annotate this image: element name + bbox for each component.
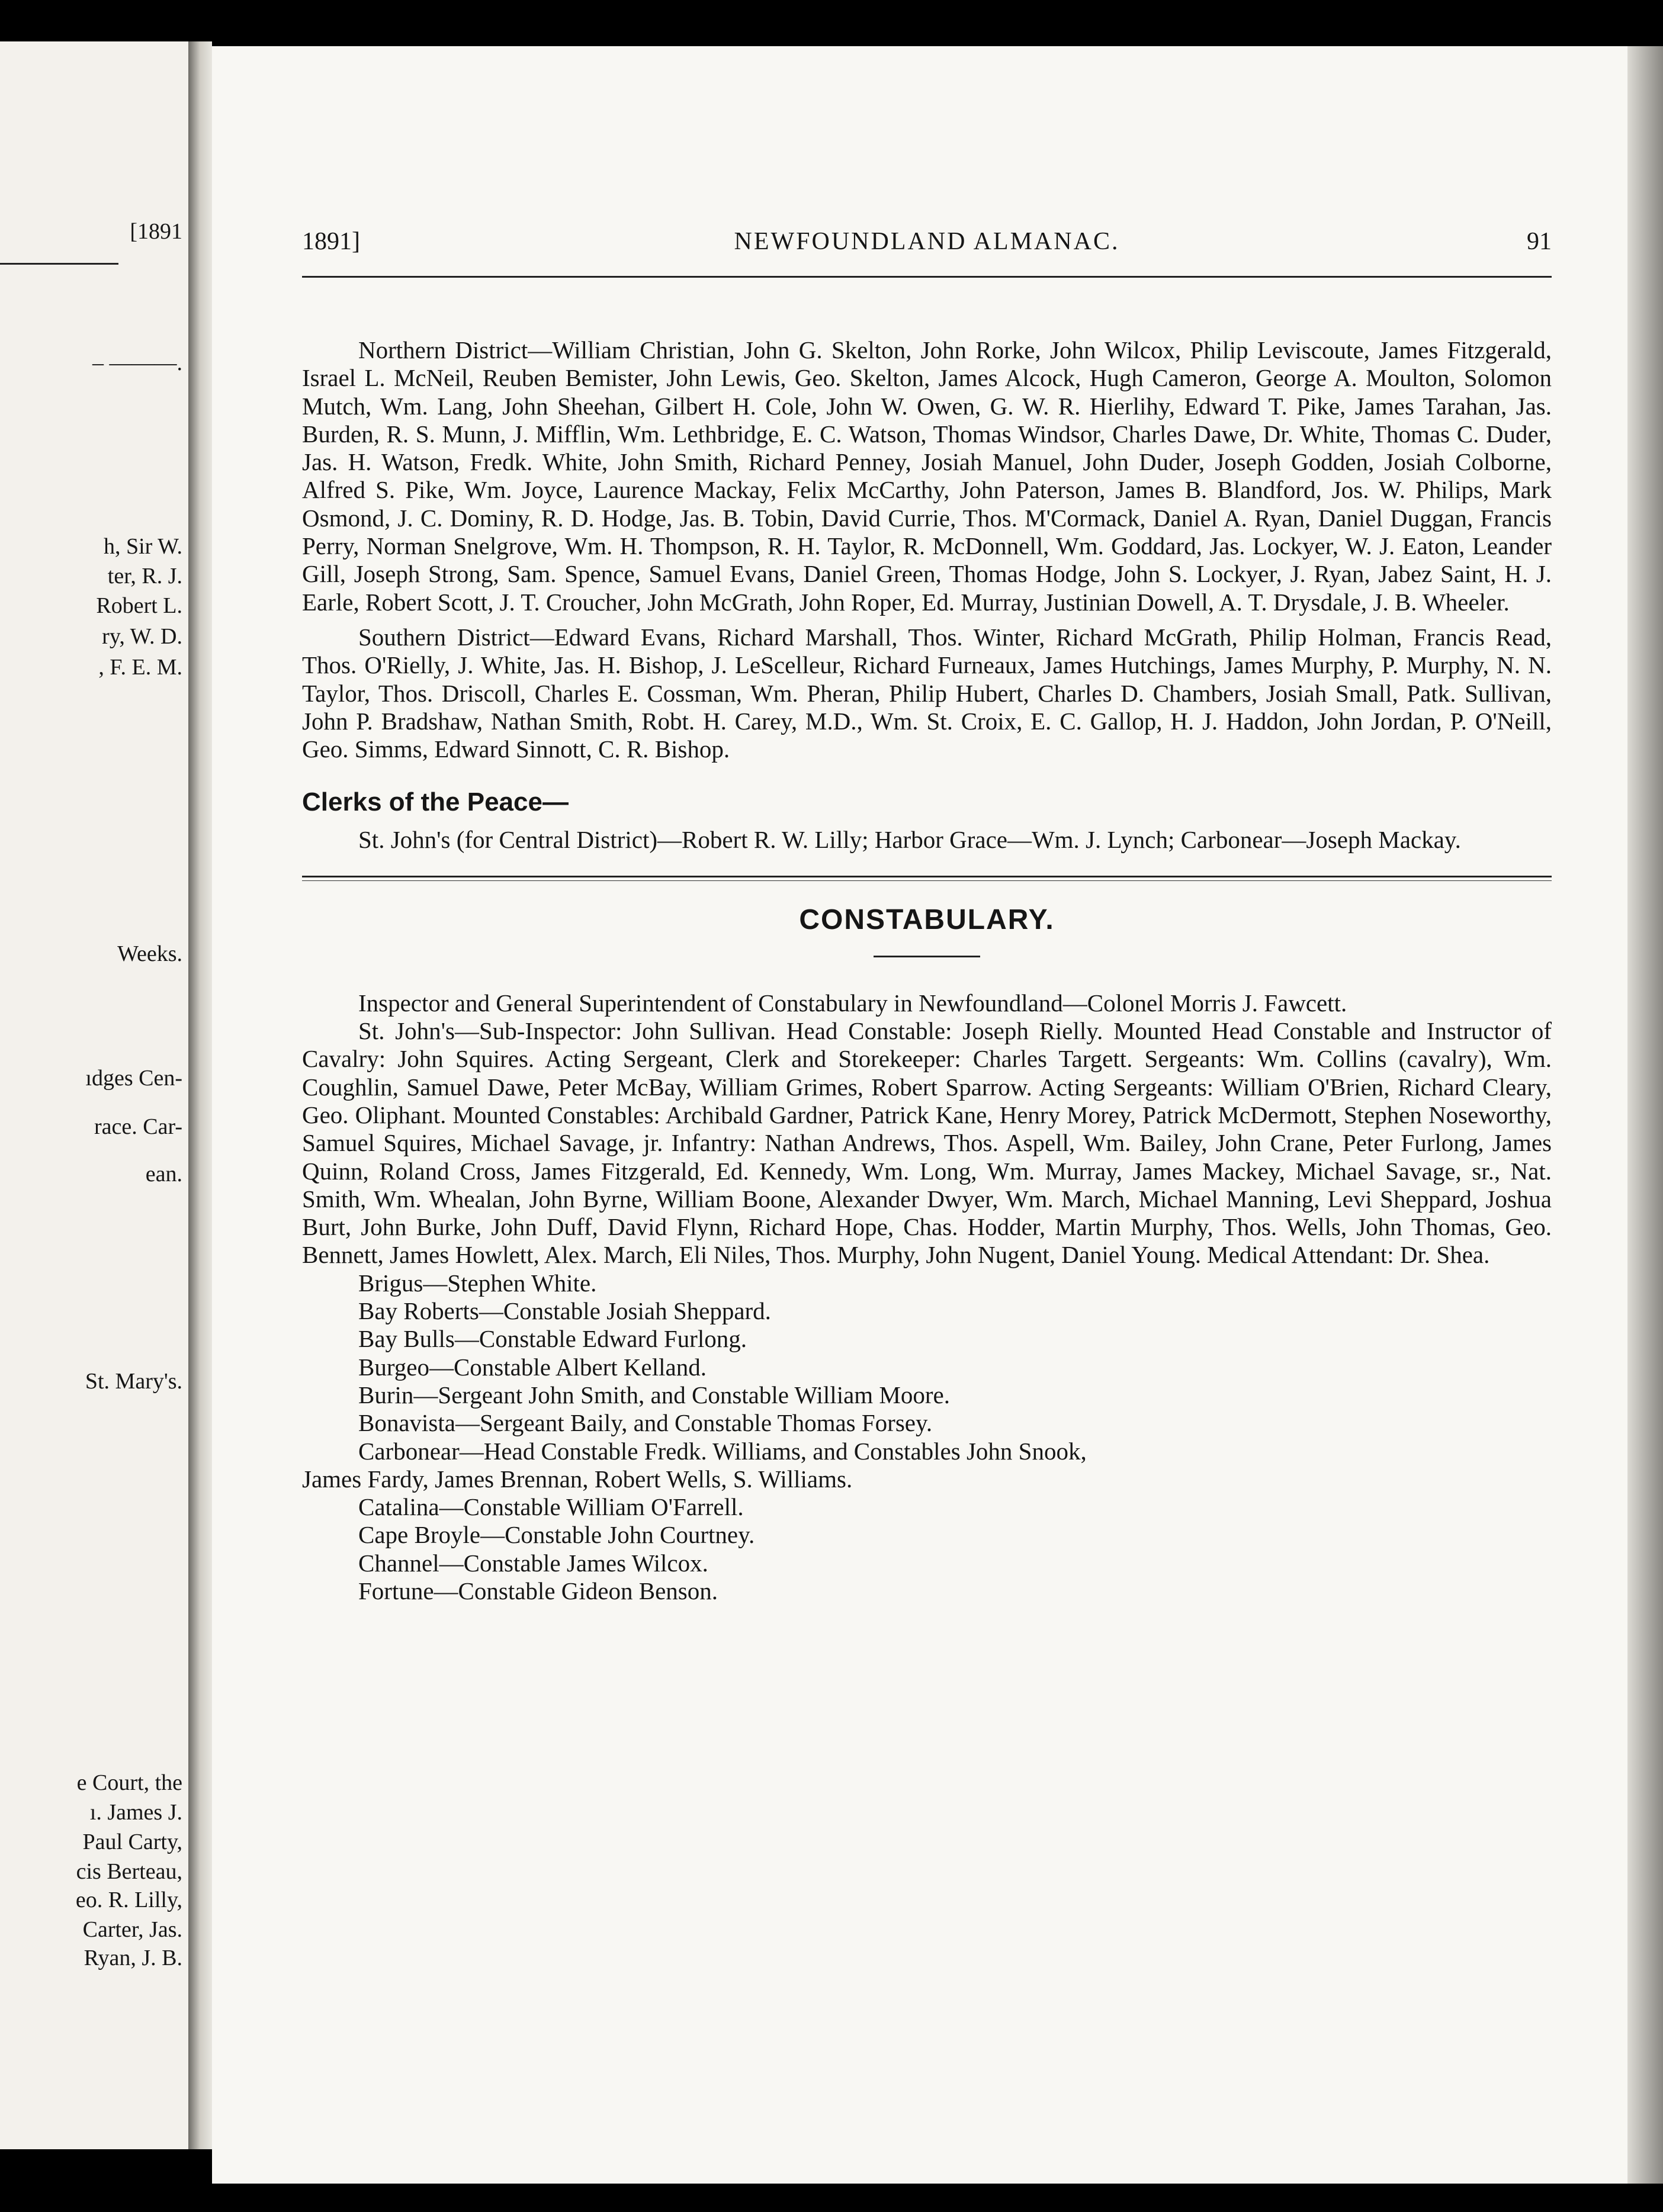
left-page-line: eo. R. Lilly, bbox=[75, 1888, 182, 1912]
station-entry: Bonavista—Sergeant Baily, and Constable Thomas Forsey. bbox=[358, 1409, 933, 1437]
station-entry: Burin—Sergeant John Smith, and Constable William Moore. bbox=[358, 1381, 950, 1409]
left-page-line: cis Berteau, bbox=[76, 1859, 182, 1884]
inspector-paragraph: Inspector and General Superintendent of Constabulary in Newfoundland—Colonel Morris J. Fawcett. bbox=[358, 989, 1347, 1017]
station-entry-carbonear-continued: James Fardy, James Brennan, Robert Wells, S. Williams. bbox=[302, 1465, 853, 1493]
constabulary-heading: CONSTABULARY. bbox=[799, 904, 1055, 935]
left-page-line: ter, R. J. bbox=[107, 564, 182, 589]
header-rule bbox=[302, 276, 1552, 278]
header-year: 1891] bbox=[302, 228, 360, 255]
station-entry: Bay Bulls—Constable Edward Furlong. bbox=[358, 1325, 747, 1353]
left-page-line: ean. bbox=[145, 1162, 182, 1187]
page-edge-shadow bbox=[1627, 46, 1663, 2184]
northern-district-paragraph: Northern District—William Christian, John G. Skelton, John Rorke, John Wilcox, Philip Leviscoute, James Fitzgerald, Israel L. McNeil, Reuben Bemister, John Lewis, Geo. Skelton, James Alcock, Hugh Cameron, George A. Moulton, Solomon Mutch, Wm. Lang, John Sheehan, Gilbert H. Cole, John W. Owen, G. W. R. Hierlihy, Edward T. Pike, James Tarahan, Jas. Burden, R. S. Munn, J. Mifflin, Wm. Lethbridge, E. C. Watson, Thomas Windsor, Charles Dawe, Dr. White, Thomas C. Duder, Jas. H. Watson, Fredk. White, John Smith, Richard Penney, Josiah Manuel, John Duder, Joseph Godden, Josiah Colborne, Alfred S. Pike, Wm. Joyce, Laurence Mackay, Felix McCarthy, John Paterson, James B. Blandford, Jos. W. Philips, Mark Osmond, J. C. Dominy, R. D. Hodge, Jas. B. Tobin, David Currie, Thos. M'Cormack, Daniel A. Ryan, Daniel Duggan, Francis Perry, Norman Snelgrove, Wm. H. Thompson, R. H. Taylor, R. McDonnell, Wm. Goddard, Jas. Lockyer, W. J. Eaton, Leander Gill, Joseph Strong, Sam. Spence, Samuel Evans, Daniel Green, Thomas Hodge, John S. Lockyer, J. Ryan, Jabez Saint, H. J. Earle, Robert Scott, J. T. Croucher, John McGrath, John Roper, Ed. Murray, Justinian Dowell, A. T. Drysdale, J. B. Wheeler. bbox=[302, 336, 1552, 616]
station-entry: Bay Roberts—Constable Josiah Sheppard. bbox=[358, 1297, 771, 1325]
left-page-line: h, Sir W. bbox=[103, 534, 182, 559]
heading-underline bbox=[874, 956, 980, 957]
header-title: NEWFOUNDLAND ALMANAC. bbox=[734, 228, 1120, 255]
left-page-line: Ryan, J. B. bbox=[84, 1946, 182, 1970]
left-page-line: Carter, Jas. bbox=[82, 1917, 182, 1942]
st-johns-paragraph: St. John's—Sub-Inspector: John Sullivan. Head Constable: Joseph Rielly. Mounted Head Constable and Instructor of Cavalry: John Squires. Acting Sergeant, Clerk and Storekeeper: Charles Targett. Sergeants: Wm. Collins (cavalry), Wm. Coughlin, Samuel Dawe, Peter McBay, William Grimes, Robert Sparrow. Acting Sergeants: William O'Brien, Richard Cleary, Geo. Oliphant. Mounted Constables: Archibald Gardner, Patrick Kane, Henry Morey, Patrick McDermott, Stephen Noseworthy, Samuel Squires, Michael Savage, jr. Infantry: Nathan Andrews, Thos. Aspell, Wm. Bailey, John Crane, Peter Furlong, James Quinn, Roland Cross, James Fitzgerald, Ed. Kennedy, Wm. Long, Wm. Murray, James Mackey, Michael Savage, sr., Nat. Smith, Wm. Whealan, John Byrne, William Boone, Alexander Dwyer, Wm. March, Michael Manning, Levi Sheppard, Joshua Burt, John Burke, John Duff, David Flynn, Richard Hope, Chas. Hodder, Martin Murphy, Thos. Wells, John Thomas, Geo. Bennett, James Howlett, Alex. March, Eli Niles, Thos. Murphy, John Nugent, Daniel Young. Medical Attendant: Dr. Shea. bbox=[302, 1017, 1552, 1269]
station-entry: Fortune—Constable Gideon Benson. bbox=[358, 1577, 718, 1605]
clerks-of-the-peace-paragraph: St. John's (for Central District)—Robert R. W. Lilly; Harbor Grace—Wm. J. Lynch; Carbonear—Joseph Mackay. bbox=[358, 826, 1461, 854]
left-page-year: [1891 bbox=[130, 219, 182, 244]
southern-district-paragraph: Southern District—Edward Evans, Richard Marshall, Thos. Winter, Richard McGrath, Philip Holman, Francis Read, Thos. O'Rielly, J. White, Jas. H. Bishop, J. LeScelleur, Richard Furneaux, James Hutchings, James Murphy, P. Murphy, N. N. Taylor, Thos. Driscoll, Charles E. Cossman, Wm. Pheran, Philip Hubert, Charles D. Chambers, Josiah Small, Patk. Sullivan, John P. Bradshaw, Nathan Smith, Robt. H. Carey, M.D., Wm. St. Croix, E. C. Gallop, H. J. Haddon, John Jordan, P. O'Neill, Geo. Simms, Edward Sinnott, C. R. Bishop. bbox=[302, 623, 1552, 763]
page-content bbox=[302, 336, 1552, 1605]
station-entry: Cape Broyle—Constable John Courtney. bbox=[358, 1521, 755, 1549]
left-page-line: , F. E. M. bbox=[98, 655, 182, 680]
left-page-header-rule bbox=[0, 263, 118, 265]
section-divider bbox=[302, 876, 1552, 881]
left-page-line: Robert L. bbox=[96, 593, 182, 618]
station-entry: Catalina—Constable William O'Farrell. bbox=[358, 1493, 744, 1521]
station-entry: Burgeo—Constable Albert Kelland. bbox=[358, 1353, 707, 1381]
book-gutter bbox=[188, 41, 212, 2149]
left-page-dash: – ———. bbox=[92, 351, 182, 375]
left-page-line: ıdges Cen- bbox=[85, 1066, 182, 1091]
station-entry: Brigus—Stephen White. bbox=[358, 1269, 597, 1297]
running-header bbox=[302, 224, 1552, 265]
left-page-line: Paul Carty, bbox=[82, 1830, 182, 1854]
station-entry: Channel—Constable James Wilcox. bbox=[358, 1549, 708, 1577]
left-page-line: e Court, the bbox=[76, 1770, 182, 1795]
station-entry-carbonear: Carbonear—Head Constable Fredk. Williams, and Constables John Snook, bbox=[358, 1437, 1087, 1465]
right-page bbox=[212, 46, 1627, 2184]
left-page-line: Weeks. bbox=[117, 941, 182, 966]
left-page-fragment bbox=[0, 41, 188, 2149]
left-page-line: St. Mary's. bbox=[85, 1369, 182, 1394]
clerks-of-the-peace-heading: Clerks of the Peace— bbox=[302, 787, 569, 817]
left-page-line: race. Car- bbox=[94, 1114, 182, 1139]
left-page-line: ı. James J. bbox=[89, 1800, 182, 1825]
left-page-line: ry, W. D. bbox=[102, 624, 182, 649]
page-number: 91 bbox=[1527, 228, 1552, 255]
